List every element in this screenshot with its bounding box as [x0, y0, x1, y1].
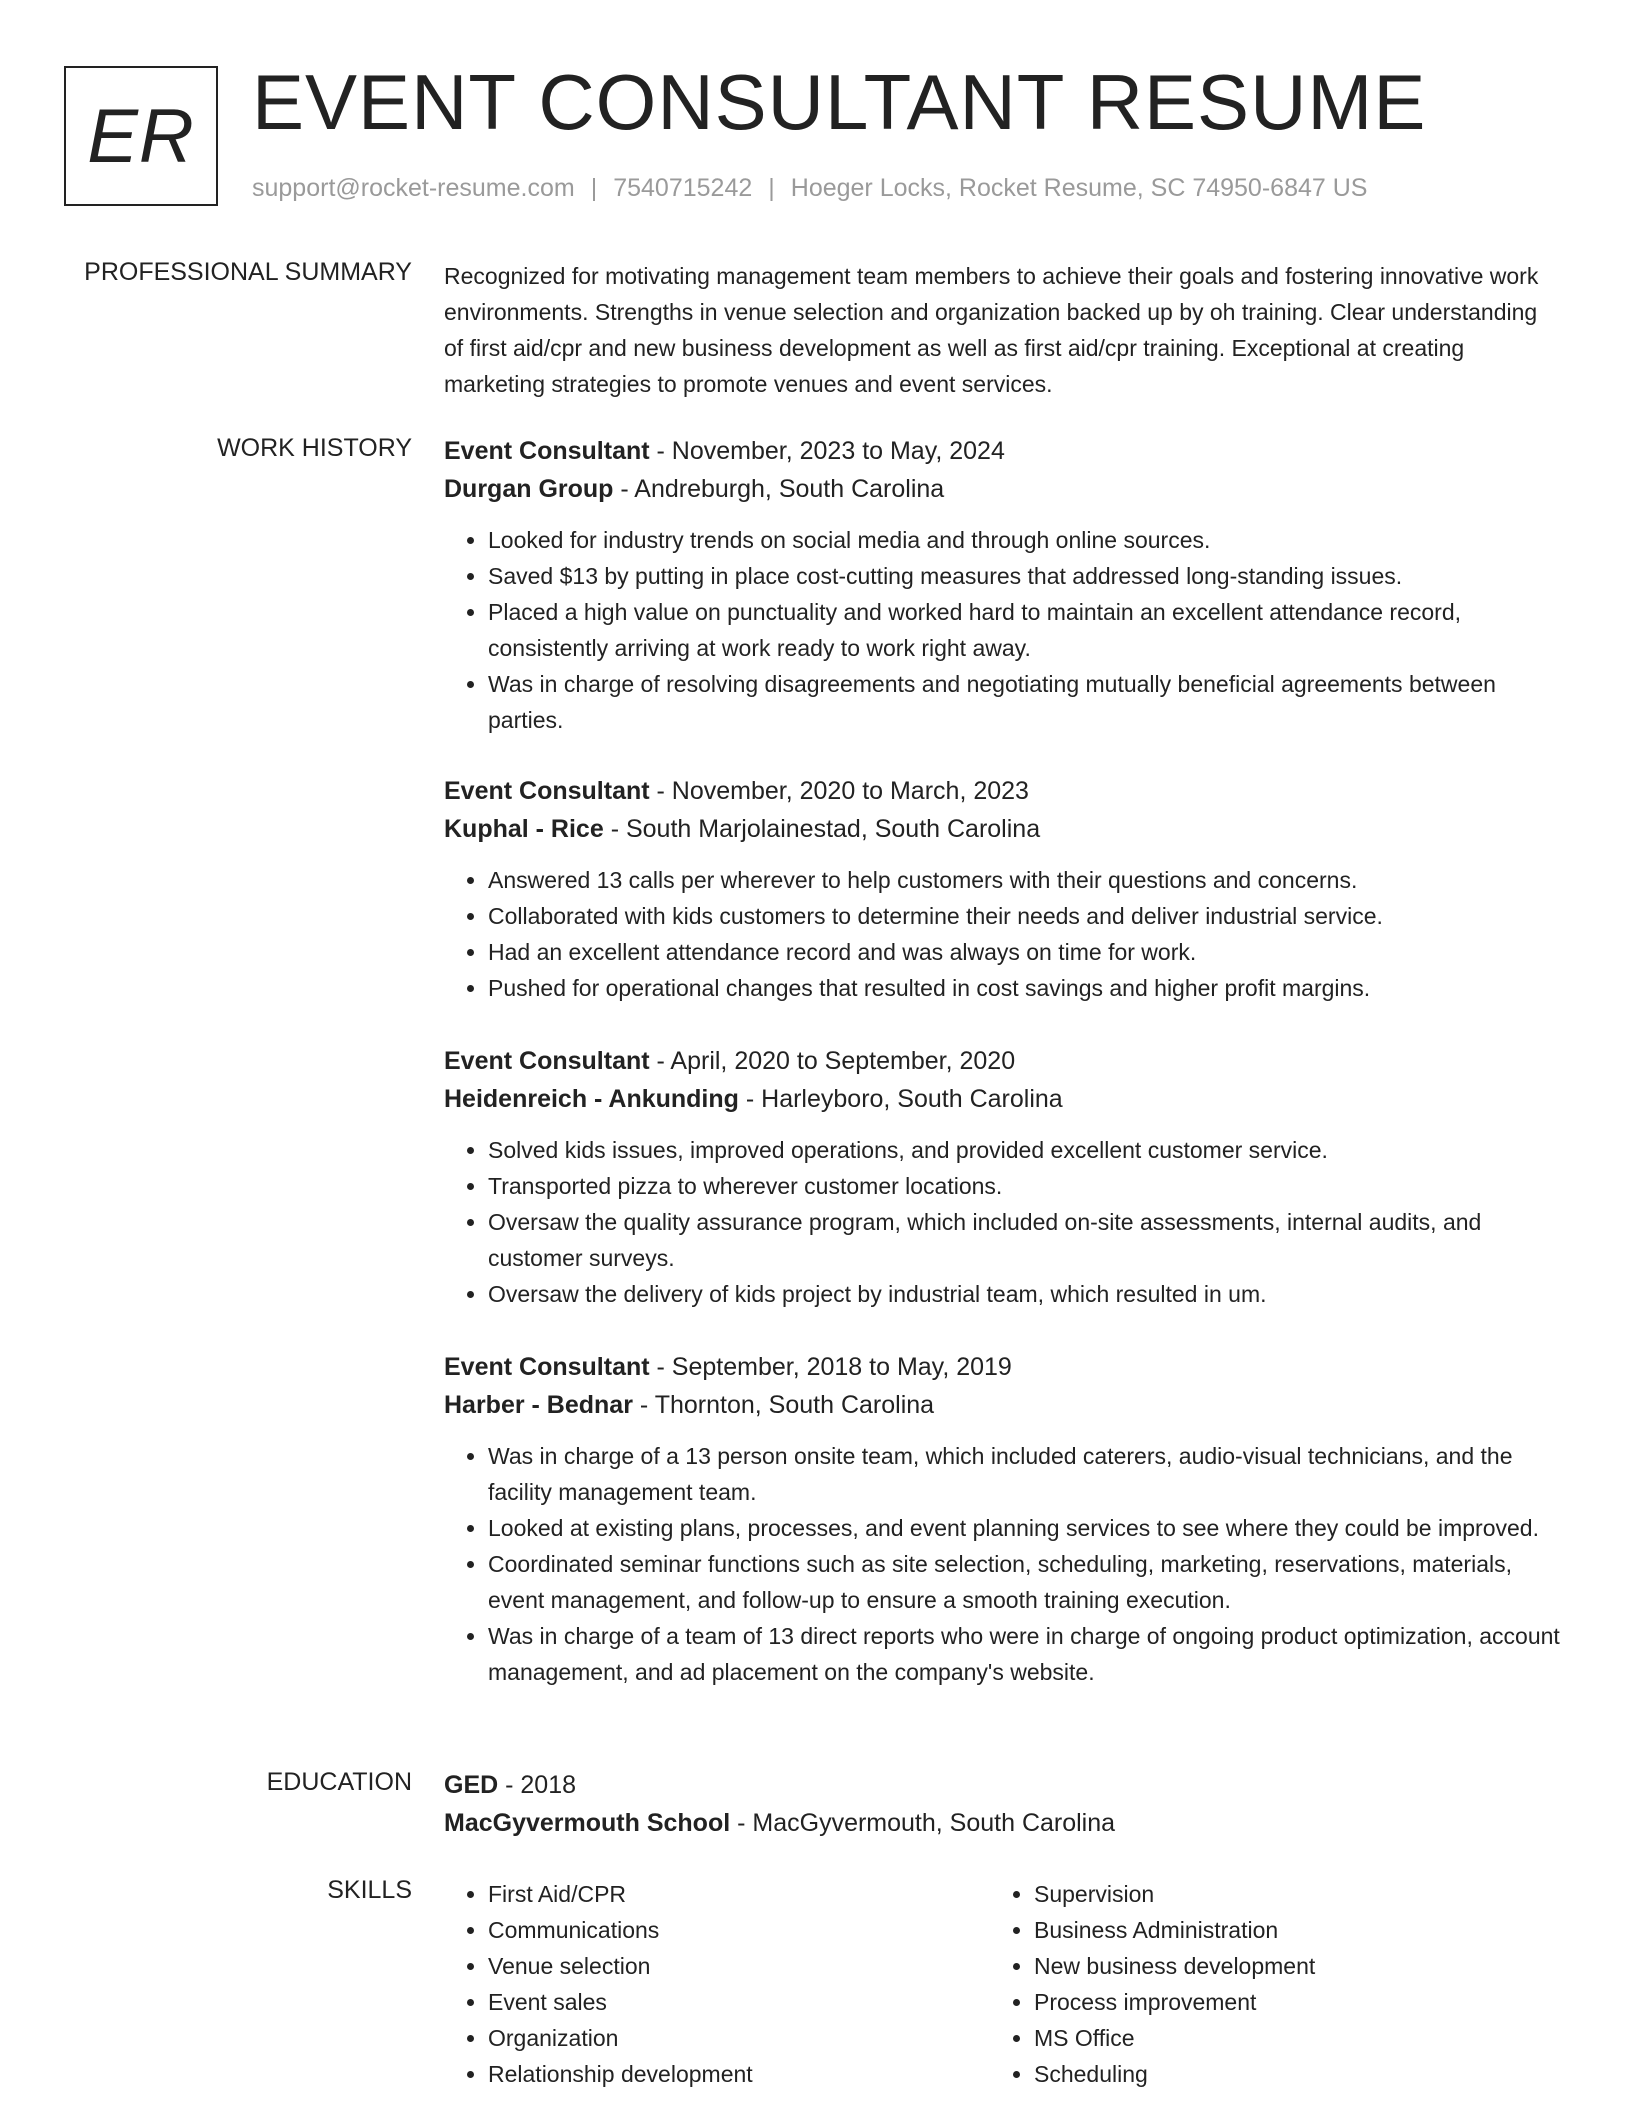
summary-text: Recognized for motivating management team members to achieve their goals and fostering innovative work environments. Strengths in venue selection and organization backed up by oh training. Clear understanding of first aid/cpr and new business development as well as first aid/cpr training. Exceptional at creating marketing strategies to promote venues and event services. — [444, 263, 1539, 397]
skills-column-left — [444, 1876, 944, 2092]
skill-item: • Organization — [488, 2020, 944, 2056]
education-degree-line — [444, 1766, 1560, 1804]
job-title-line — [444, 1042, 1560, 1080]
skill-item: • Venue selection — [488, 1948, 944, 1984]
job-bullets — [444, 1438, 1560, 1690]
monogram-box — [64, 66, 218, 206]
skills-list — [990, 1876, 1490, 2092]
list-item: • Pushed for operational changes that resulted in cost savings and higher profit margins. — [488, 970, 1560, 1006]
job-company: Harber - Bednar — [444, 1391, 633, 1419]
skills-list — [444, 1876, 944, 2092]
job-title-line — [444, 1348, 1560, 1386]
job-dates: - September, 2018 to May, 2019 — [649, 1353, 1012, 1381]
section-label-work: WORK HISTORY — [217, 434, 412, 462]
skill-item: • Communications — [488, 1912, 944, 1948]
contact-phone: 7540715242 — [613, 174, 753, 202]
list-item: • Had an excellent attendance record and was always on time for work. — [488, 934, 1560, 970]
contact-email: support@rocket-resume.com — [252, 174, 575, 202]
list-item: • Coordinated seminar functions such as site selection, scheduling, marketing, reservations, materials, event management, and follow-up to ensure a smooth training execution. — [488, 1546, 1560, 1618]
skills-column-right — [990, 1876, 1490, 2092]
job-location: - Harleyboro, South Carolina — [738, 1085, 1063, 1113]
contact-address: Hoeger Locks, Rocket Resume, SC 74950-6847 US — [790, 174, 1368, 202]
contact-separator: | — [768, 174, 775, 202]
skill-item: • Event sales — [488, 1984, 944, 2020]
list-item: • Was in charge of a 13 person onsite team, which included caterers, audio-visual technicians, and the facility management team. — [488, 1438, 1560, 1510]
list-item: • Collaborated with kids customers to determine their needs and deliver industrial service. — [488, 898, 1560, 934]
job-location: - Thornton, South Carolina — [632, 1391, 935, 1419]
skill-item: • First Aid/CPR — [488, 1876, 944, 1912]
contact-separator: | — [590, 174, 598, 202]
list-item: • Was in charge of a team of 13 direct reports who were in charge of ongoing product optimization, account management, and ad placement on the company's website. — [488, 1618, 1560, 1690]
skill-item: • New business development — [1034, 1948, 1490, 1984]
skill-item: • Process improvement — [1034, 1984, 1490, 2020]
job-company-line — [444, 1386, 1560, 1424]
job-title-line — [444, 772, 1560, 810]
education-school-line — [444, 1804, 1560, 1842]
education-entry — [444, 1766, 1560, 1842]
job-bullets — [444, 1132, 1560, 1312]
list-item: • Oversaw the quality assurance program, which included on-site assessments, internal audits, and customer surveys. — [488, 1204, 1560, 1276]
list-item: • Looked at existing plans, processes, and event planning services to see where they could be improved. — [488, 1510, 1560, 1546]
education-school: MacGyvermouth School — [444, 1809, 731, 1837]
job-location: - South Marjolainestad, South Carolina — [603, 815, 1041, 843]
job-title: Event Consultant — [444, 777, 650, 805]
job-title: Event Consultant — [444, 1047, 650, 1075]
resume-title: EVENT CONSULTANT RESUME — [252, 58, 1427, 146]
skill-item: • Relationship development — [488, 2056, 944, 2092]
job-dates: - April, 2020 to September, 2020 — [649, 1047, 1016, 1075]
skill-item: • Supervision — [1034, 1876, 1490, 1912]
job-location: - Andreburgh, South Carolina — [613, 475, 945, 503]
skill-item: • Business Administration — [1034, 1912, 1490, 1948]
job-entry — [444, 1042, 1560, 1312]
job-bullets — [444, 522, 1560, 738]
education-degree: GED — [444, 1771, 499, 1799]
monogram-initials: ER — [87, 93, 195, 179]
list-item: • Transported pizza to wherever customer locations. — [488, 1168, 1560, 1204]
section-label-skills: SKILLS — [327, 1876, 412, 1904]
skill-item: • Scheduling — [1034, 2056, 1490, 2092]
job-entry — [444, 1348, 1560, 1690]
list-item: • Placed a high value on punctuality and worked hard to maintain an excellent attendance record, consistently arriving at work ready to work right away. — [488, 594, 1560, 666]
job-company: Durgan Group — [444, 475, 614, 503]
job-title: Event Consultant — [444, 1353, 650, 1381]
list-item: • Solved kids issues, improved operations, and provided excellent customer service. — [488, 1132, 1560, 1168]
job-entry — [444, 772, 1560, 1006]
section-label-education: EDUCATION — [266, 1768, 412, 1796]
list-item: • Was in charge of resolving disagreements and negotiating mutually beneficial agreements between parties. — [488, 666, 1560, 738]
job-company: Heidenreich - Ankunding — [444, 1085, 739, 1113]
skill-item: • MS Office — [1034, 2020, 1490, 2056]
list-item: • Looked for industry trends on social media and through online sources. — [488, 522, 1560, 558]
job-dates: - November, 2020 to March, 2023 — [649, 777, 1029, 805]
list-item: • Answered 13 calls per wherever to help customers with their questions and concerns. — [488, 862, 1560, 898]
job-company-line — [444, 470, 1560, 508]
contact-line — [252, 174, 1367, 203]
job-dates: - November, 2023 to May, 2024 — [649, 437, 1005, 465]
job-entry — [444, 432, 1560, 738]
education-location: - MacGyvermouth, South Carolina — [730, 1809, 1116, 1837]
list-item: • Saved $13 by putting in place cost-cutting measures that addressed long-standing issues. — [488, 558, 1560, 594]
education-year: - 2018 — [498, 1771, 577, 1799]
job-bullets — [444, 862, 1560, 1006]
section-label-summary: PROFESSIONAL SUMMARY — [84, 258, 412, 286]
job-title-line — [444, 432, 1560, 470]
job-title: Event Consultant — [444, 437, 650, 465]
list-item: • Oversaw the delivery of kids project by industrial team, which resulted in um. — [488, 1276, 1560, 1312]
job-company: Kuphal - Rice — [444, 815, 604, 843]
job-company-line — [444, 1080, 1560, 1118]
job-company-line — [444, 810, 1560, 848]
